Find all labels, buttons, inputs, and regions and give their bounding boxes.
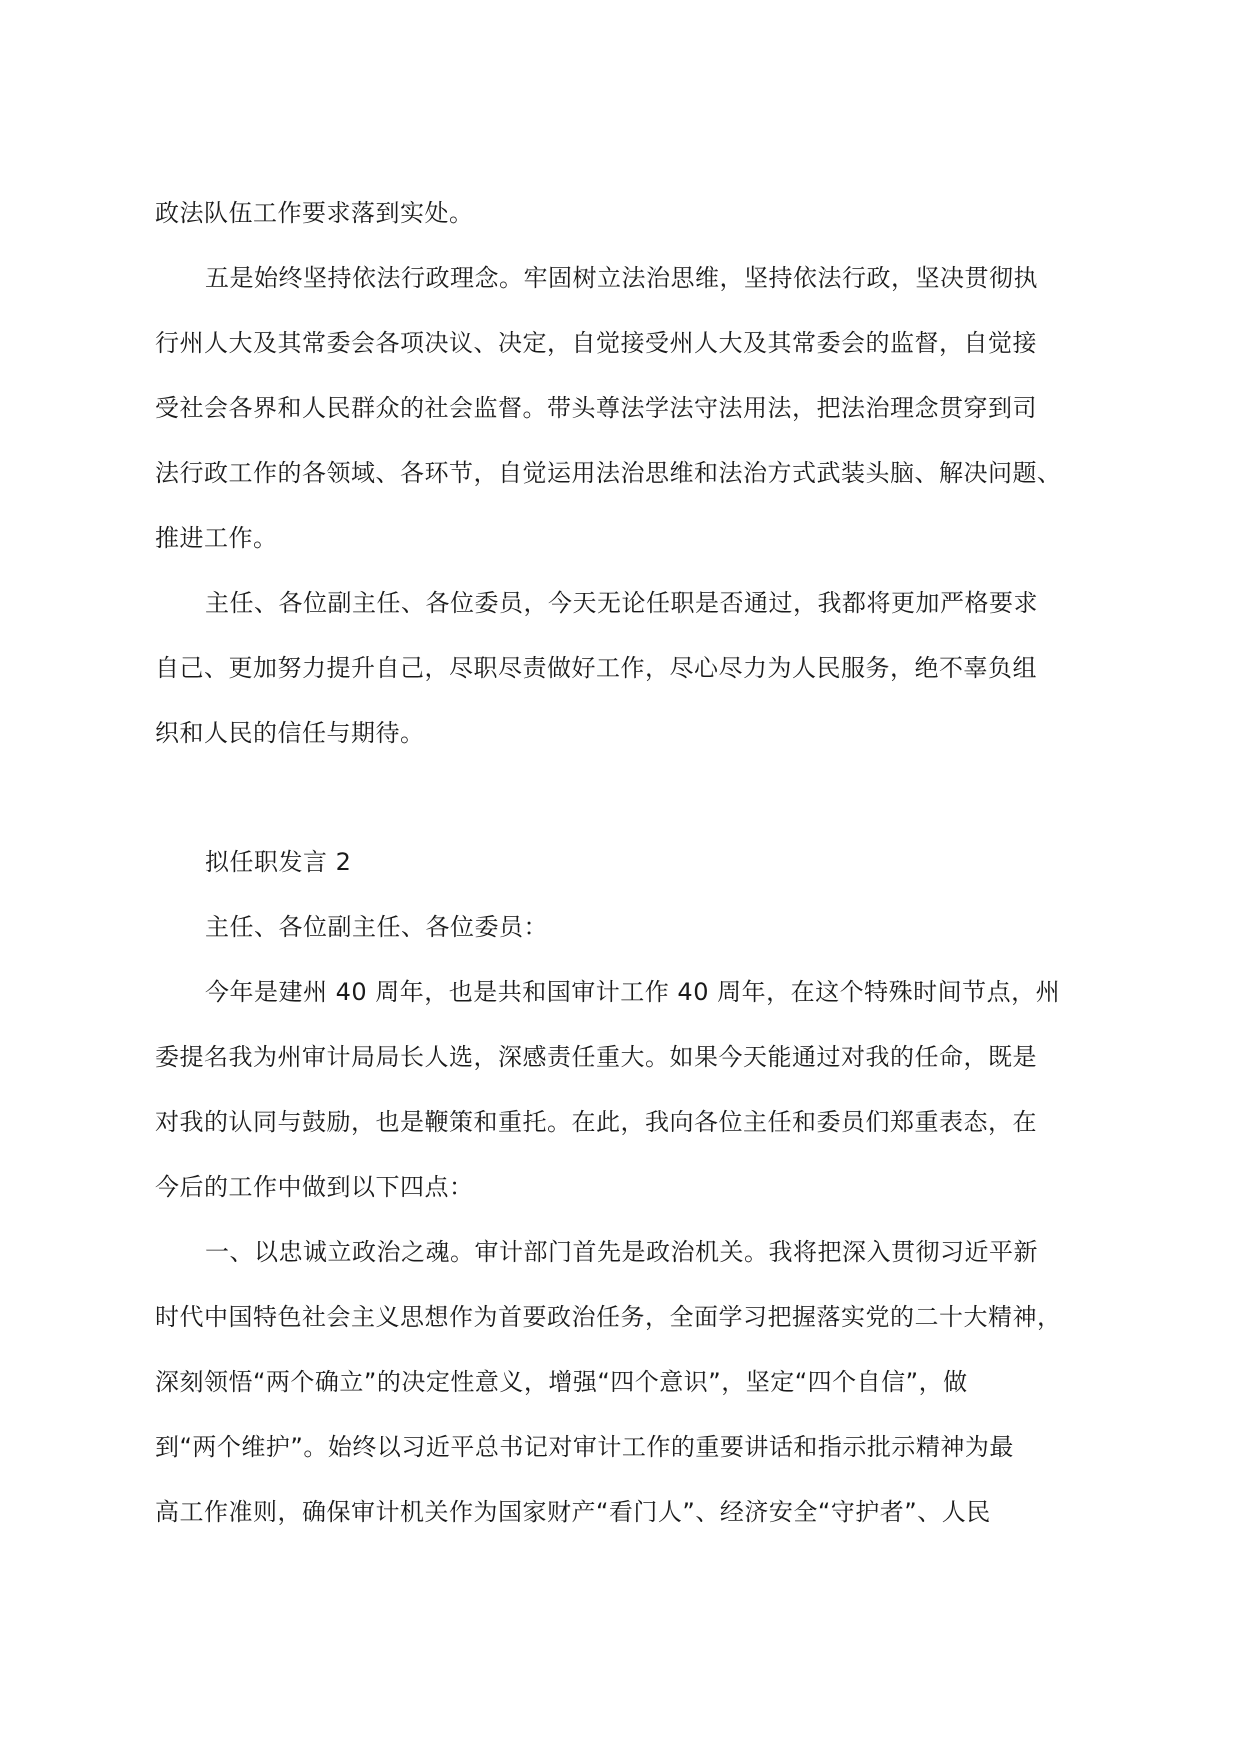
paragraph-line: 织和人民的信任与期待。 bbox=[155, 719, 425, 747]
paragraph-line: 法行政工作的各领域、各环节，自觉运用法治思维和法治方式武装头脑、解决问题、 bbox=[155, 459, 1062, 487]
paragraph-line: 高工作准则，确保审计机关作为国家财产“看门人”、经济安全“守护者”、人民 bbox=[155, 1498, 991, 1526]
section-heading: 拟任职发言 2 bbox=[205, 848, 352, 876]
paragraph-line: 时代中国特色社会主义思想作为首要政治任务，全面学习把握落实党的二十大精神， bbox=[155, 1303, 1062, 1331]
paragraph-line: 到“两个维护”。始终以习近平总书记对审计工作的重要讲话和指示批示精神为最 bbox=[155, 1433, 1014, 1461]
paragraph-line: 政法队伍工作要求落到实处。 bbox=[155, 199, 474, 227]
paragraph-line: 对我的认同与鼓励，也是鞭策和重托。在此，我向各位主任和委员们郑重表态，在 bbox=[155, 1108, 1037, 1136]
paragraph-line: 委提名我为州审计局局长人选，深感责任重大。如果今天能通过对我的任命，既是 bbox=[155, 1043, 1037, 1071]
paragraph-line: 一、以忠诚立政治之魂。审计部门首先是政治机关。我将把深入贯彻习近平新 bbox=[205, 1238, 1038, 1266]
paragraph-line: 自己、更加努力提升自己，尽职尽责做好工作，尽心尽力为人民服务，绝不辜负组 bbox=[155, 654, 1037, 682]
paragraph-line: 推进工作。 bbox=[155, 524, 278, 552]
paragraph-line: 今年是建州 40 周年，也是共和国审计工作 40 周年，在这个特殊时间节点，州 bbox=[205, 978, 1061, 1006]
paragraph-line: 今后的工作中做到以下四点： bbox=[155, 1173, 474, 1201]
paragraph-line: 五是始终坚持依法行政理念。牢固树立法治思维，坚持依法行政，坚决贯彻执 bbox=[205, 264, 1038, 292]
paragraph-line: 深刻领悟“两个确立”的决定性意义，增强“四个意识”，坚定“四个自信”，做 bbox=[155, 1368, 968, 1396]
document-page bbox=[155, 181, 1095, 1545]
paragraph-line: 受社会各界和人民群众的社会监督。带头尊法学法守法用法，把法治理念贯穿到司 bbox=[155, 394, 1037, 422]
salutation-line: 主任、各位副主任、各位委员： bbox=[205, 913, 548, 941]
paragraph-line: 行州人大及其常委会各项决议、决定，自觉接受州人大及其常委会的监督，自觉接 bbox=[155, 329, 1037, 357]
section-gap bbox=[155, 766, 1095, 830]
paragraph-line: 主任、各位副主任、各位委员，今天无论任职是否通过，我都将更加严格要求 bbox=[205, 589, 1038, 617]
